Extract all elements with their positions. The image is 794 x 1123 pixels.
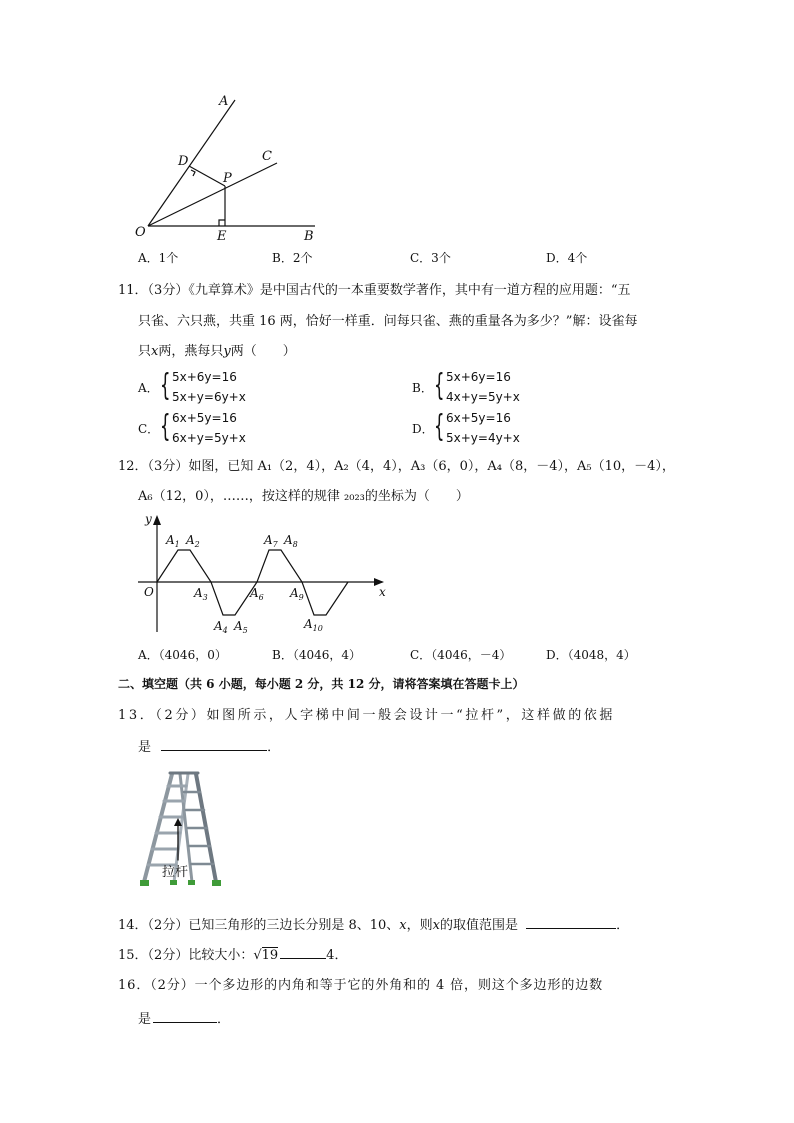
q15-stem xyxy=(118,946,347,964)
q11-option-d-label: D． xyxy=(412,422,434,436)
q13-line2-b: ． xyxy=(267,740,281,755)
point-a2-label: $A_2$ xyxy=(186,533,200,549)
q11-option-c-label: C． xyxy=(138,422,160,436)
q16-answer-blank[interactable] xyxy=(153,1010,217,1023)
point-a4-label: $A_4$ xyxy=(214,619,228,635)
brace-icon: { xyxy=(434,409,445,444)
q14-text-c: 的取值范围是 xyxy=(439,918,518,933)
q11-option-d-eq2: 5x+y=4y+x xyxy=(446,431,520,445)
label-E: E xyxy=(217,229,227,242)
q11-option-d-eq1: 6x+5y=16 xyxy=(446,411,511,425)
q11-stem-line3 xyxy=(138,344,296,360)
point-a10-label: $A_{10}$ xyxy=(304,617,323,633)
q11-var-x: x xyxy=(151,344,159,359)
q16-stem-line1: 16．（2分）一个多边形的内角和等于它的外角和的 4 倍，则这个多边形的边数 xyxy=(118,978,604,993)
point-a5-label: $A_5$ xyxy=(234,619,248,635)
q11-option-c-eq2: 6x+y=5y+x xyxy=(172,431,246,445)
q11-option-b-eq1: 5x+6y=16 xyxy=(446,370,511,384)
q11-option-a-label: A． xyxy=(138,381,159,395)
ladder-label: 拉杆 xyxy=(162,865,189,880)
q14-text-b: ，则 xyxy=(406,918,433,933)
q12-option-b[interactable]: B．（4046，4） xyxy=(272,648,361,662)
q11-option-a-eq1: 5x+6y=16 xyxy=(172,370,237,384)
point-a8-label: $A_8$ xyxy=(284,533,298,549)
point-a3-label: $A_3$ xyxy=(194,586,208,602)
q13-line2-a: 是 xyxy=(138,740,152,755)
point-a1-label: $A_1$ xyxy=(166,533,180,549)
q14-answer-blank[interactable] xyxy=(526,916,616,929)
q14-text-a: 14．（2分）已知三角形的三边长分别是 8、10、 xyxy=(118,918,400,933)
q11-option-b-label: B． xyxy=(412,381,433,395)
q11-var-y: y xyxy=(223,344,231,359)
q11-option-c-eq1: 6x+5y=16 xyxy=(172,411,237,425)
point-a9-label: $A_9$ xyxy=(290,586,304,602)
q15-text-a: 15．（2分）比较大小： xyxy=(118,948,254,963)
q16-line2-b: ． xyxy=(217,1012,231,1027)
q10-option-d[interactable]: D．4个 xyxy=(546,251,588,265)
q12-option-c[interactable]: C．（4046，－4） xyxy=(410,648,512,662)
label-P: P xyxy=(223,171,232,186)
q15-text-b: 4． xyxy=(326,948,348,963)
q16-stem-line2 xyxy=(138,1010,230,1028)
label-A: A xyxy=(219,94,229,109)
brace-icon: { xyxy=(160,368,171,403)
q14-text-d: ． xyxy=(616,918,630,933)
point-a6-label: $A_6$ xyxy=(250,586,264,602)
q10-option-c[interactable]: C．3个 xyxy=(410,251,451,265)
stepladder-image xyxy=(136,770,226,890)
q10-option-a[interactable]: A．1个 xyxy=(138,251,179,265)
q13-stem-line2 xyxy=(138,738,280,756)
q16-line2-a: 是 xyxy=(138,1012,152,1027)
q15-answer-blank[interactable] xyxy=(280,946,326,959)
axis-y-label: y xyxy=(145,512,152,526)
q11-stem-line2: 只雀、六只燕，共重 16 两，恰好一样重．问每只雀、燕的重量各为多少？”解：设雀每 xyxy=(138,314,638,329)
brace-icon: { xyxy=(434,368,445,403)
sqrt-icon: √ xyxy=(253,948,262,963)
q14-var-x: x xyxy=(399,918,407,933)
q10-option-b[interactable]: B．2个 xyxy=(272,251,313,265)
label-C: C xyxy=(262,149,272,164)
q11-stem-line1: 11．（3分）《九章算术》是中国古代的一本重要数学著作，其中有一道方程的应用题：“五 xyxy=(118,283,631,298)
q12-stem-line1: 12．（3分）如图，已知 A₁（2，4），A₂（4，4），A₃（6，0），A₄（8，－4），A₅（10，－4）， xyxy=(118,459,675,474)
label-O: O xyxy=(135,225,146,240)
q11-option-a-eq2: 5x+y=6y+x xyxy=(172,390,246,404)
section-2-heading: 二、填空题（共 6 小题，每小题 2 分，共 12 分，请将答案填在答题卡上） xyxy=(118,677,525,691)
q11-option-b-eq2: 4x+y=5y+x xyxy=(446,390,520,404)
q11-line3-c: 两（ ） xyxy=(230,344,296,359)
q12-stem-line2: A₆（12，0），……，按这样的规律 ₂₀₂₃的坐标为（ ） xyxy=(138,489,469,504)
label-B: B xyxy=(304,229,314,242)
q14-stem xyxy=(118,916,629,934)
q13-answer-blank[interactable] xyxy=(161,738,267,751)
label-D: D xyxy=(178,154,189,169)
q14-var-x2: x xyxy=(432,918,440,933)
origin-label: O xyxy=(144,585,154,599)
q12-option-d[interactable]: D．（4048，4） xyxy=(546,648,636,662)
zigzag-coordinate-graph xyxy=(138,508,398,636)
q11-line3-a: 只 xyxy=(138,344,152,359)
q11-line3-b: 两，燕每只 xyxy=(158,344,224,359)
q13-stem-line1: 13．（2分）如图所示，人字梯中间一般会设计一“拉杆”，这样做的依据 xyxy=(118,708,616,723)
axis-x-label: x xyxy=(379,585,386,599)
point-a7-label: $A_7$ xyxy=(264,533,278,549)
brace-icon: { xyxy=(160,409,171,444)
q15-radicand: 19 xyxy=(261,948,279,963)
q12-option-a[interactable]: A．（4046，0） xyxy=(138,648,227,662)
angle-bisector-figure xyxy=(130,92,330,242)
